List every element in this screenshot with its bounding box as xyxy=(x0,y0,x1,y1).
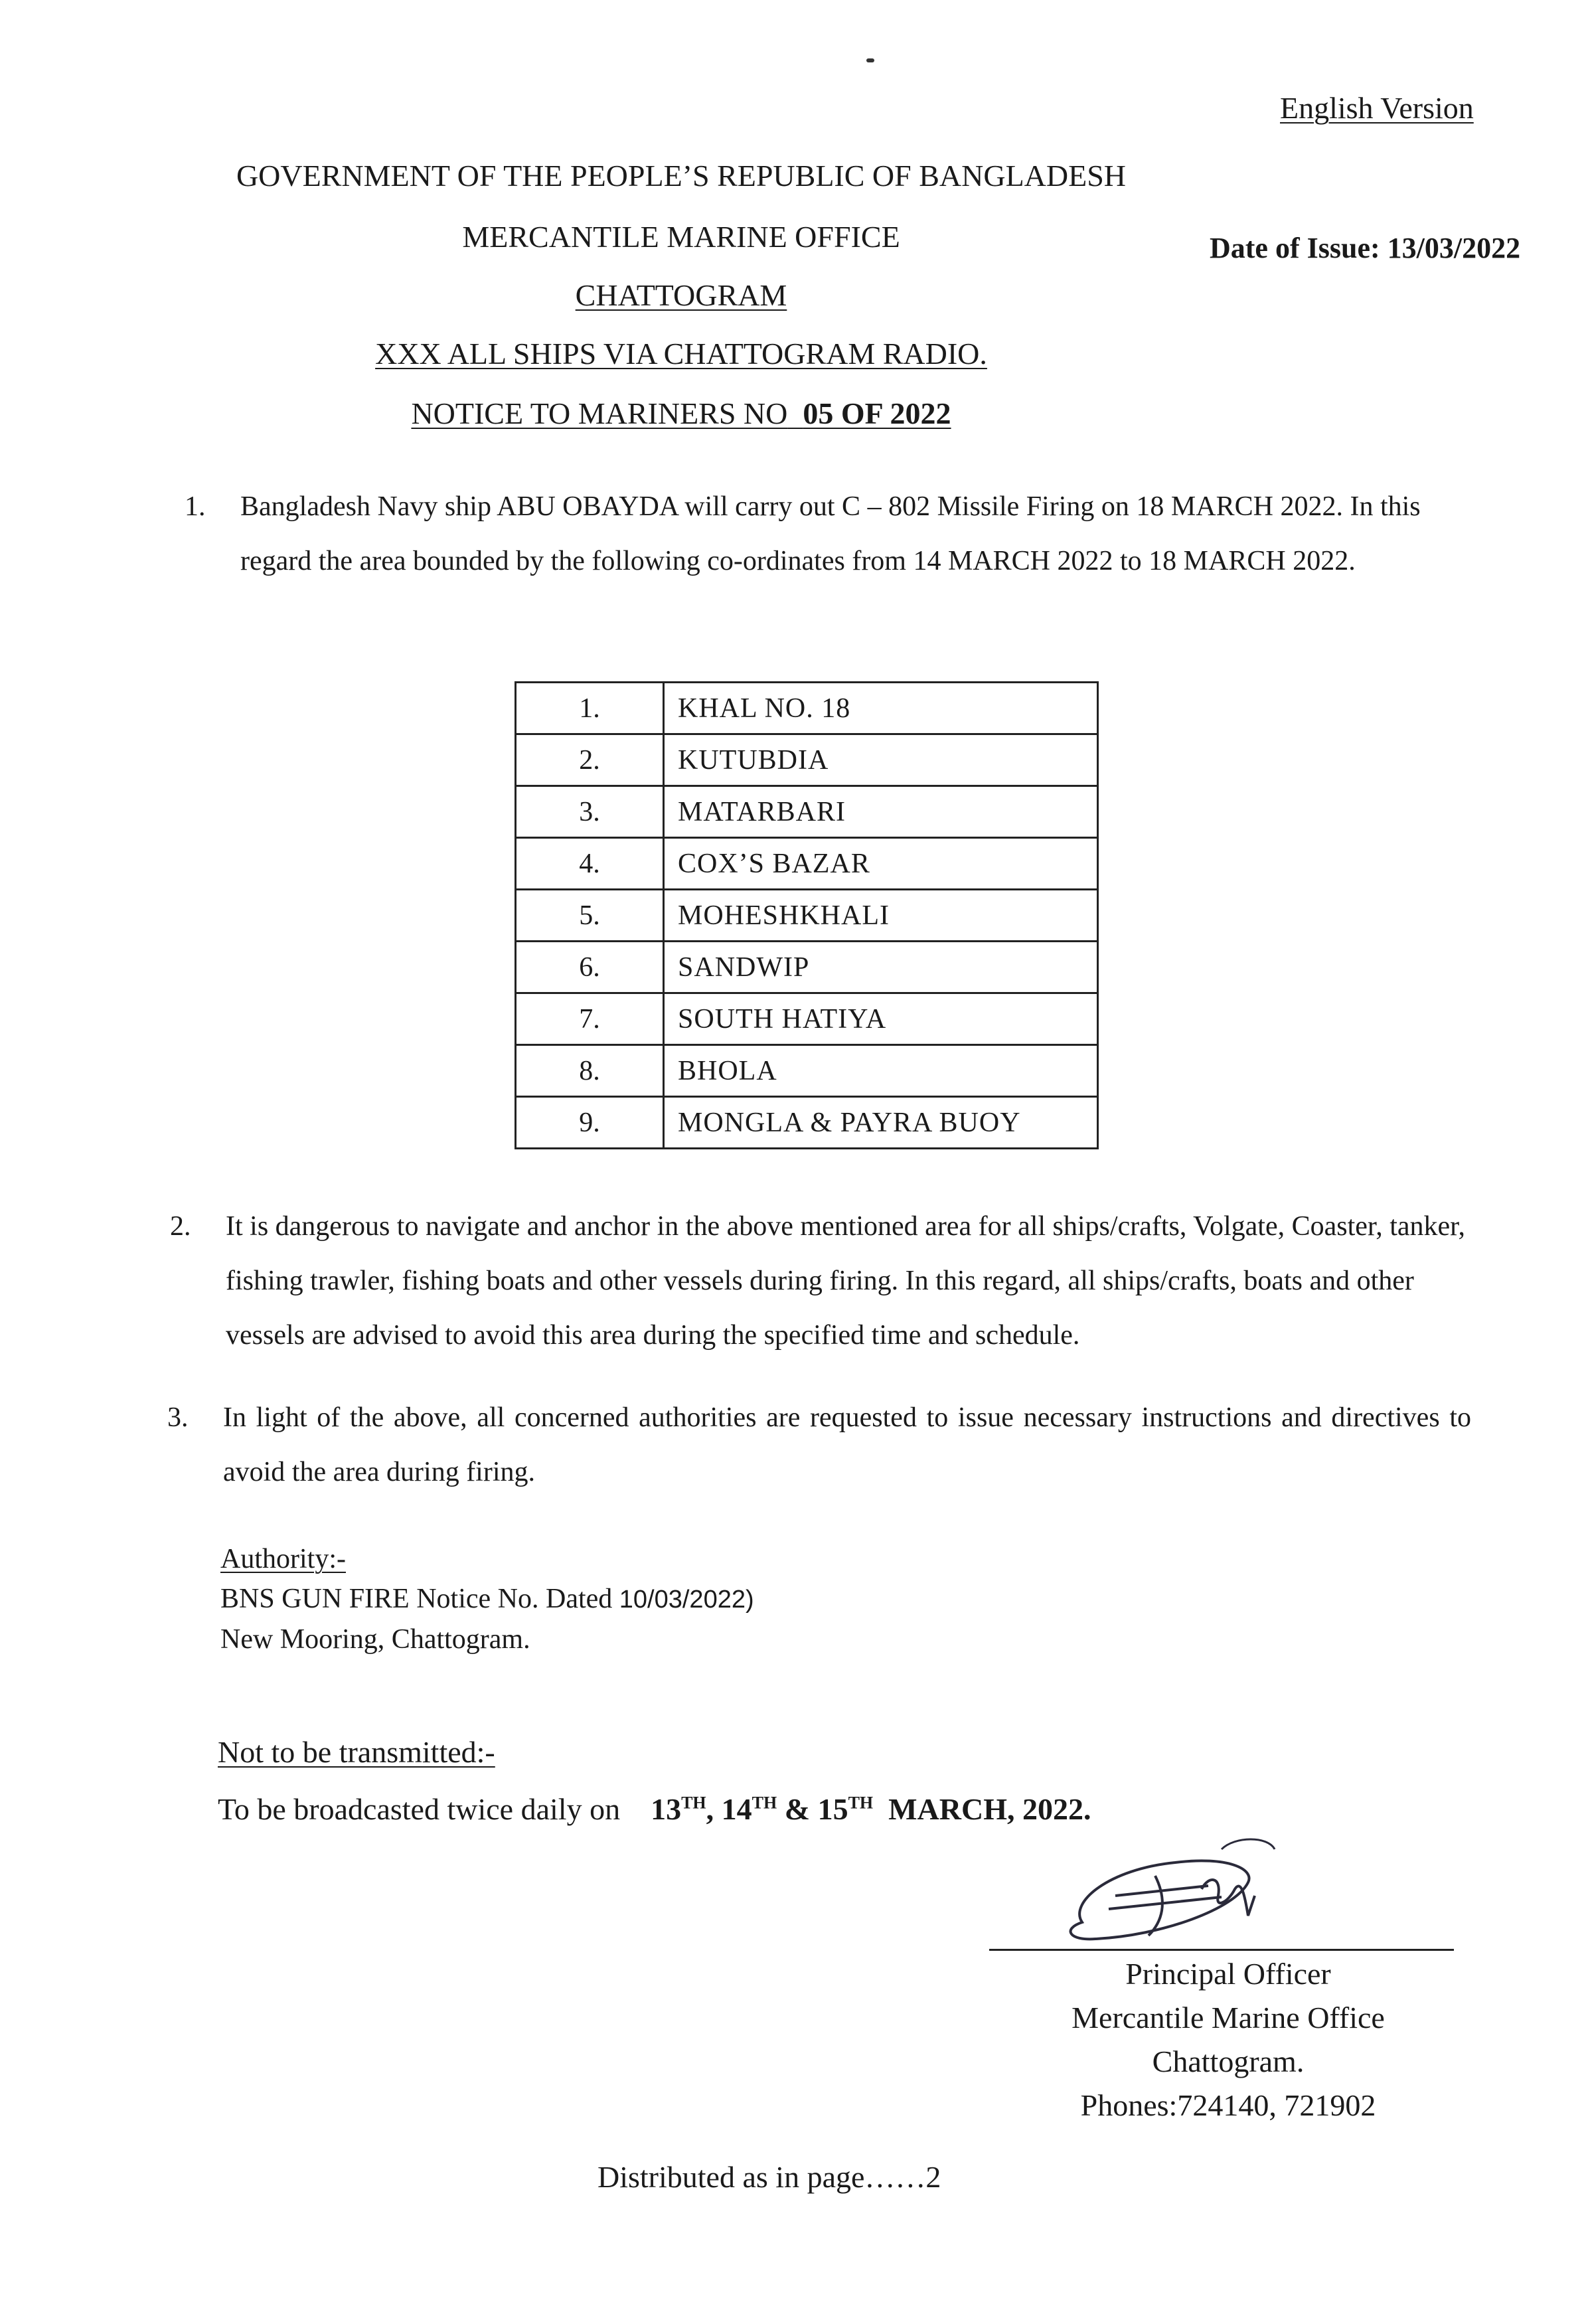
place-number: 3. xyxy=(516,786,664,838)
header-office: MERCANTILE MARINE OFFICE xyxy=(462,220,900,254)
paragraph-2-text: It is dangerous to navigate and anchor in the above mentioned area for all ships/crafts, Volgate, Coaster, tanker, fishing trawler, fishing boats and other vessels during firing. In this regard, all ships/crafts, boats and other vessels are advised to avoid this area during the specified time and schedule. xyxy=(226,1211,1465,1351)
signatory-phones: Phones:724140, 721902 xyxy=(1080,2088,1376,2122)
signatory-city: Chattogram. xyxy=(1152,2044,1305,2078)
place-name: MATARBARI xyxy=(664,786,1098,838)
header-all-ships-text: XXX ALL SHIPS VIA CHATTOGRAM RADIO. xyxy=(375,337,987,371)
paragraph-3 xyxy=(167,1390,1471,1499)
place-number: 7. xyxy=(516,993,664,1045)
signatory-title: Principal Officer xyxy=(1125,1957,1331,1991)
notice-prefix: NOTICE TO MARINERS NO xyxy=(411,396,788,430)
paragraph-2 xyxy=(170,1199,1487,1363)
header-notice-number xyxy=(0,396,1475,431)
signature-line xyxy=(989,1949,1454,1951)
place-number: 8. xyxy=(516,1045,664,1097)
paragraph-1-number: 1. xyxy=(185,491,206,522)
place-name: SOUTH HATIYA xyxy=(664,993,1098,1045)
scan-mark xyxy=(866,58,874,62)
places-row xyxy=(516,993,1098,1045)
place-name: MONGLA & PAYRA BUOY xyxy=(664,1097,1098,1149)
place-name: MOHESHKHALI xyxy=(664,890,1098,942)
place-number: 2. xyxy=(516,734,664,786)
paragraph-1 xyxy=(185,479,1488,588)
place-name: SANDWIP xyxy=(664,942,1098,993)
signature-scribble xyxy=(1056,1823,1295,1962)
place-number: 6. xyxy=(516,942,664,993)
places-row xyxy=(516,942,1098,993)
distributed-note: Distributed as in page……2 xyxy=(597,2160,941,2194)
date-of-issue: Date of Issue: 13/03/2022 xyxy=(1210,232,1521,264)
place-name: KHAL NO. 18 xyxy=(664,683,1098,734)
places-row xyxy=(516,683,1098,734)
paragraph-2-number: 2. xyxy=(170,1211,191,1242)
paragraph-3-text: In light of the above, all concerned authorities are requested to issue necessary instructions and directives to avoid the area during firing. xyxy=(223,1402,1471,1487)
places-row xyxy=(516,890,1098,942)
authority-block xyxy=(220,1539,754,1659)
place-name: BHOLA xyxy=(664,1045,1098,1097)
header-all-ships xyxy=(0,336,1475,371)
place-number: 5. xyxy=(516,890,664,942)
places-row xyxy=(516,838,1098,890)
places-table xyxy=(515,681,1099,1149)
paragraph-3-number: 3. xyxy=(167,1402,189,1433)
authority-line-2: New Mooring, Chattogram. xyxy=(220,1624,530,1655)
authority-heading: Authority:- xyxy=(220,1544,346,1574)
signatory-office: Mercantile Marine Office xyxy=(1072,2001,1385,2034)
place-name: KUTUBDIA xyxy=(664,734,1098,786)
header-government: GOVERNMENT OF THE PEOPLE’S REPUBLIC OF BANGLADESH xyxy=(236,159,1127,193)
place-name: COX’S BAZAR xyxy=(664,838,1098,890)
paragraph-1-text: Bangladesh Navy ship ABU OBAYDA will carry out C – 802 Missile Firing on 18 MARCH 2022. In this regard the area bounded by the following co-ordinates from 14 MARCH 2022 to 18 MARCH 2022. xyxy=(240,491,1421,576)
broadcast-line: To be broadcasted twice daily on 13TH, 14TH & 15TH MARCH, 2022. xyxy=(218,1792,1091,1826)
places-row xyxy=(516,1045,1098,1097)
header-city-text: CHATTOGRAM xyxy=(575,278,787,312)
places-row xyxy=(516,786,1098,838)
version-label: English Version xyxy=(1280,91,1474,125)
signature-block xyxy=(989,1952,1467,2127)
authority-date: 10/03/2022) xyxy=(619,1586,754,1614)
authority-line-1: BNS GUN FIRE Notice No. Dated 10/03/2022) xyxy=(220,1584,754,1614)
place-number: 1. xyxy=(516,683,664,734)
notice-number: 05 OF 2022 xyxy=(803,396,951,430)
places-row xyxy=(516,1097,1098,1149)
place-number: 9. xyxy=(516,1097,664,1149)
places-row xyxy=(516,734,1098,786)
header-city xyxy=(0,278,1475,313)
transmission-heading: Not to be transmitted:- xyxy=(218,1735,495,1769)
place-number: 4. xyxy=(516,838,664,890)
